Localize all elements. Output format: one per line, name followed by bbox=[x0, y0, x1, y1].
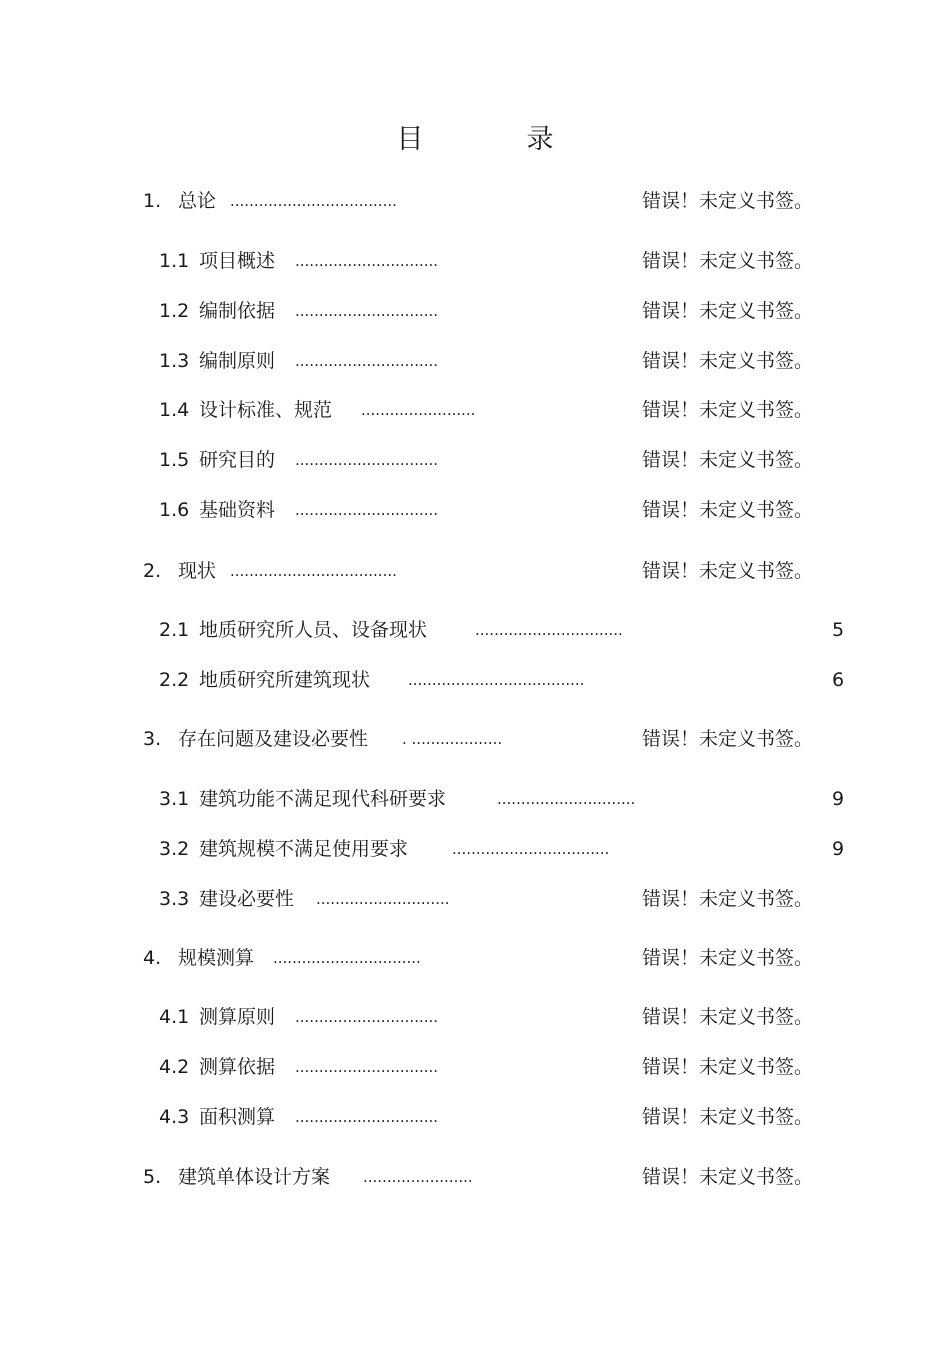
toc-entry-number: 1.5 bbox=[159, 449, 190, 471]
toc-entry-number: 1.3 bbox=[159, 350, 190, 372]
toc-entry-number: 2.2 bbox=[159, 669, 190, 691]
toc-entry-number: 4.2 bbox=[159, 1056, 190, 1078]
toc-entry-page-number: 9 bbox=[832, 788, 845, 810]
toc-entry-label: 地质研究所人员、设备现状 bbox=[199, 619, 428, 641]
toc-entry-leader: .............................. bbox=[295, 501, 439, 519]
toc-entry-label: 现状 bbox=[178, 560, 217, 582]
toc-entry-leader: .............................. bbox=[295, 352, 439, 370]
toc-entry-label: 建设必要性 bbox=[199, 888, 295, 910]
toc-entry bbox=[0, 397, 950, 423]
toc-entry bbox=[0, 886, 950, 912]
toc-entry-page-number: 6 bbox=[832, 669, 845, 691]
toc-entry-page-number: 9 bbox=[832, 838, 845, 860]
toc-entry-leader: .............................. bbox=[295, 1008, 439, 1026]
toc-entry bbox=[0, 447, 950, 473]
toc-entry-leader: ............................. bbox=[497, 790, 636, 808]
toc-entry bbox=[0, 188, 950, 214]
toc-entry-page-ref: 错误！未定义书签。 bbox=[642, 350, 814, 372]
toc-entry bbox=[0, 558, 950, 584]
toc-entry-number: 1.6 bbox=[159, 499, 190, 521]
toc-entry-leader: ................................... bbox=[230, 562, 397, 580]
toc-entry-leader: ............................ bbox=[316, 890, 450, 908]
toc-entry-number: 1. bbox=[143, 190, 162, 212]
toc-entry-page-ref: 错误！未定义书签。 bbox=[642, 728, 814, 750]
toc-entry-page-ref: 错误！未定义书签。 bbox=[642, 1006, 814, 1028]
toc-entry bbox=[0, 726, 950, 752]
toc-entry-page-ref: 错误！未定义书签。 bbox=[642, 399, 814, 421]
toc-entry-number: 4.3 bbox=[159, 1106, 190, 1128]
toc-entry-page-ref: 错误！未定义书签。 bbox=[642, 947, 814, 969]
toc-entry-leader: .............................. bbox=[295, 1108, 439, 1126]
toc-entry-leader: ............................... bbox=[273, 949, 421, 967]
toc-entry-leader: ....................... bbox=[363, 1168, 473, 1186]
toc-entry-page-ref: 错误！未定义书签。 bbox=[642, 560, 814, 582]
toc-entry-number: 1.2 bbox=[159, 300, 190, 322]
toc-entry-page-ref: 错误！未定义书签。 bbox=[642, 190, 814, 212]
toc-entry bbox=[0, 836, 950, 862]
toc-entry-label: 规模测算 bbox=[178, 947, 255, 969]
toc-entry bbox=[0, 248, 950, 274]
toc-entry bbox=[0, 298, 950, 324]
toc-entry bbox=[0, 617, 950, 643]
toc-entry-page-ref: 错误！未定义书签。 bbox=[642, 1056, 814, 1078]
toc-entry-leader: .............................. bbox=[295, 302, 439, 320]
toc-entry-label: 设计标准、规范 bbox=[199, 399, 333, 421]
toc-entry-page-ref: 错误！未定义书签。 bbox=[642, 888, 814, 910]
toc-entry-label: 测算依据 bbox=[199, 1056, 276, 1078]
toc-entry-leader: ................................. bbox=[452, 840, 610, 858]
toc-entry bbox=[0, 667, 950, 693]
toc-entry-leader: .............................. bbox=[295, 451, 439, 469]
toc-entry-number: 1.4 bbox=[159, 399, 190, 421]
toc-entry bbox=[0, 497, 950, 523]
toc-entry-page-ref: 错误！未定义书签。 bbox=[642, 250, 814, 272]
toc-entry-number: 2. bbox=[143, 560, 162, 582]
toc-entry-number: 4.1 bbox=[159, 1006, 190, 1028]
toc-entry bbox=[0, 786, 950, 812]
toc-entry-number: 3.3 bbox=[159, 888, 190, 910]
toc-entry-label: 编制原则 bbox=[199, 350, 276, 372]
toc-entry-page-ref: 错误！未定义书签。 bbox=[642, 1166, 814, 1188]
toc-entry bbox=[0, 945, 950, 971]
toc-entry-label: 测算原则 bbox=[199, 1006, 276, 1028]
toc-entry-label: 面积测算 bbox=[199, 1106, 276, 1128]
toc-entry-leader: . ................... bbox=[402, 730, 503, 748]
toc-entry-number: 5. bbox=[143, 1166, 162, 1188]
toc-entry-leader: ..................................... bbox=[408, 671, 585, 689]
toc-entry-label: 建筑单体设计方案 bbox=[178, 1166, 331, 1188]
toc-entry-number: 2.1 bbox=[159, 619, 190, 641]
toc-entry-label: 建筑功能不满足现代科研要求 bbox=[199, 788, 447, 810]
toc-entry bbox=[0, 1164, 950, 1190]
toc-entry bbox=[0, 1054, 950, 1080]
toc-entry-number: 3.1 bbox=[159, 788, 190, 810]
toc-entry bbox=[0, 348, 950, 374]
toc-entry-leader: .............................. bbox=[295, 1058, 439, 1076]
toc-entry-page-ref: 错误！未定义书签。 bbox=[642, 449, 814, 471]
toc-entry-page-number: 5 bbox=[832, 619, 845, 641]
toc-entry-leader: ............................... bbox=[475, 621, 623, 639]
toc-entry-leader: ................................... bbox=[230, 192, 397, 210]
toc-entry-number: 4. bbox=[143, 947, 162, 969]
toc-entry-number: 3. bbox=[143, 728, 162, 750]
toc-entry-number: 1.1 bbox=[159, 250, 190, 272]
toc-entry bbox=[0, 1104, 950, 1130]
toc-entry-number: 3.2 bbox=[159, 838, 190, 860]
toc-entry bbox=[0, 1004, 950, 1030]
toc-entry-leader: .............................. bbox=[295, 252, 439, 270]
toc-entry-label: 编制依据 bbox=[199, 300, 276, 322]
toc-entry-label: 基础资料 bbox=[199, 499, 276, 521]
toc-entry-page-ref: 错误！未定义书签。 bbox=[642, 300, 814, 322]
toc-entry-label: 建筑规模不满足使用要求 bbox=[199, 838, 409, 860]
toc-title: 目 录 bbox=[396, 124, 592, 155]
toc-entry-label: 存在问题及建设必要性 bbox=[178, 728, 369, 750]
toc-entry-label: 总论 bbox=[178, 190, 217, 212]
toc-entry-label: 地质研究所建筑现状 bbox=[199, 669, 371, 691]
toc-entry-label: 项目概述 bbox=[199, 250, 276, 272]
toc-entry-leader: ........................ bbox=[361, 401, 476, 419]
toc-entry-page-ref: 错误！未定义书签。 bbox=[642, 499, 814, 521]
toc-entry-label: 研究目的 bbox=[199, 449, 276, 471]
toc-entry-page-ref: 错误！未定义书签。 bbox=[642, 1106, 814, 1128]
